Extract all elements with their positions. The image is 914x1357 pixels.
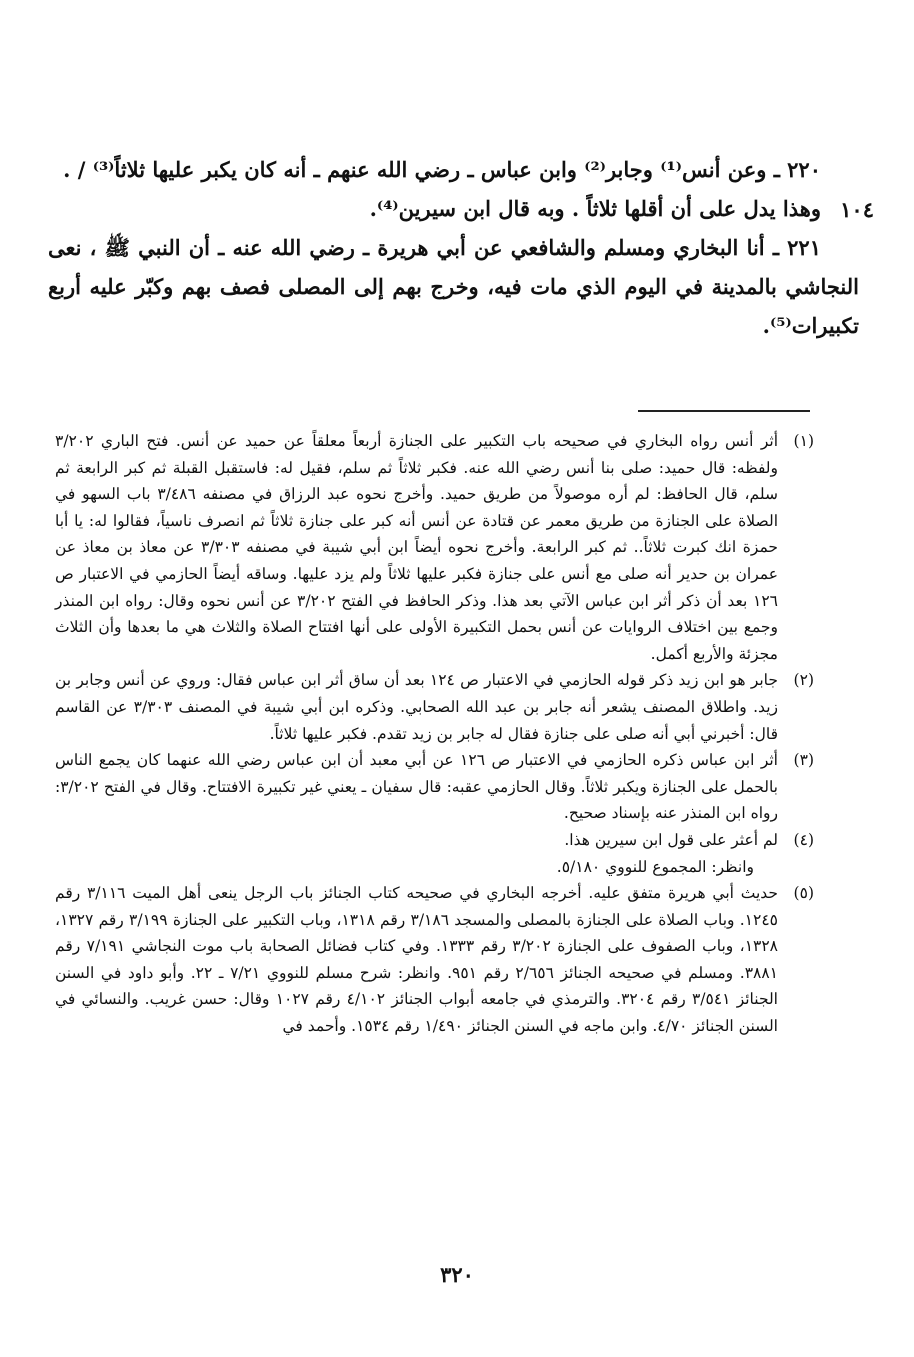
footnote-3: [55, 747, 814, 827]
footnote-5: [55, 880, 814, 1040]
footnotes: [55, 428, 814, 1040]
footnote-number: (٤): [793, 830, 814, 849]
page-number: ٣٢٠: [440, 1262, 474, 1287]
margin-folio-number: ١٠٤: [840, 197, 874, 222]
footnote-text: أثر أنس رواه البخاري في صحيحه باب التكبير على الجنازة أربعاً معلقاً عن حميد عن أنس. فتح الباري ٣/٢٠٢ ولفظه: قال حميد: صلى بنا أنس رضي الله عنه. فكبر ثلاثاً ثم سلم، فقيل له: فاستقبل القبلة ثم كبر الرابعة ثم سلم، قال الحافظ: لم أره موصولاً من طريق حميد. وأخرج نحوه عبد الرزاق في مصنفه ٣/٤٨٦ باب السهو في الصلاة على الجنازة من طريق معمر عن قتادة عن أنس أنه كبر على جنازة ثلاثاً ثم انصرف ناسياً، فقالوا له: يا أبا حمزة انك كبرت ثلاثاً.. ثم كبر الرابعة. وأخرج نحوه أيضاً ابن أبي شيبة في مصنفه ٣/٣٠٣ عن معاذ بن معاذ عن عمران بن حدير أنه صلى مع أنس على جنازة فكبر عليها ثلاثاً ولم يزد عليها. وساقه أيضاً الحازمي في الاعتبار ص ١٢٦ بعد أن ذكر أثر ابن عباس الآتي بعد هذا. وذكر الحافظ في الفتح ٣/٢٠٢ عن أنس نحوه وقال: رواه ابن المنذر وجمع بين اختلاف الروايات عن أنس بحمل التكبيرة الأولى على أنها افتتاح الصلاة والثلاث هي ما بعدها وأن الثلاث مجزئة والأربع أكمل.: [55, 432, 779, 663]
footnote-text: أثر ابن عباس ذكره الحازمي في الاعتبار ص ١٢٦ عن أبي معبد أن ابن عباس رضي الله عنهما كان يجمع الناس بالحمل على الجنازة ويكبر ثلاثاً. وقال الحازمي عقبه: قال سفيان ـ يعني غير تكبيرة الافتتاح. وقال في الفتح ٣/٢٠٢: رواه ابن المنذر عنه بإسناد صحيح.: [55, 751, 778, 823]
footnote-text: جابر هو ابن زيد ذكر قوله الحازمي في الاعتبار ص ١٢٤ بعد أن ساق أثر ابن عباس فقال: وروي عن أنس وجابر بن زيد. واطلاق المصنف يشعر أنه جابر بن عبد الله الصحابي. وذكره ابن أبي شيبة في المصنف ٣/٣٠٣ عن القاسم قال: أخبرني أبي أنه صلى على جنازة فقال له جابر بن زيد تقدم. فكبر عليها ثلاثاً.: [55, 671, 778, 743]
footnote-number: (٣): [793, 751, 814, 770]
footnote-4: [55, 827, 814, 880]
footnote-2: [55, 667, 814, 747]
footnote-1: [55, 428, 814, 667]
footnote-number: (٢): [793, 671, 814, 690]
footnote-text: لم أعثر على قول ابن سيرين هذا.: [564, 830, 778, 849]
main-text: [48, 150, 859, 345]
footnote-number: (٥): [793, 884, 814, 903]
footnote-separator: [638, 410, 810, 412]
footnote-text: حديث أبي هريرة متفق عليه. أخرجه البخاري في صحيحه كتاب الجنائز باب الرجل ينعى أهل الميت ٣/١١٦ رقم ١٢٤٥. وباب الصلاة على الجنازة بالمصلى والمسجد ٣/١٨٦ رقم ١٣١٨، وباب التكبير على الجنازة ٣/١٩٩ رقم ١٣٢٧، ١٣٢٨، وباب الصفوف على الجنازة ٣/٢٠٢ رقم ١٣٣٣. وفي كتاب فضائل الصحابة باب موت النجاشي ٧/١٩١ رقم ٣٨٨١. ومسلم في صحيحه الجنائز ٢/٦٥٦ رقم ٩٥١. وانظر: شرح مسلم للنووي ٧/٢١ ـ ٢٢. وأبو داود في السنن الجنائز ٣/٥٤١ رقم ٣٢٠٤. والترمذي في جامعه أبواب الجنائز ٤/١٠٢ رقم ١٠٢٧ وقال: حسن غريب. والنسائي في السنن الجنائز ٤/٧٠. وابن ماجه في السنن الجنائز ١/٤٩٠ رقم ١٥٣٤. وأحمد في: [55, 884, 778, 1036]
footnote-see-also: وانظر: المجموع للنووي ٥/١٨٠.: [556, 857, 754, 876]
summary-line: وهذا يدل على أن أقلها ثلاثاً . وبه قال ابن سيرين⁽⁴⁾.: [369, 196, 821, 221]
hadith-220: ٢٢٠ ـ وعن أنس⁽¹⁾ وجابر⁽²⁾ وابن عباس ـ رضي الله عنهم ـ أنه كان يكبر عليها ثلاثاً⁽³⁾ / .: [63, 157, 821, 182]
footnote-number: (١): [793, 432, 814, 450]
hadith-221: ٢٢١ ـ أنا البخاري ومسلم والشافعي عن أبي هريرة ـ رضي الله عنه ـ أن النبي ﷺ ، نعى النجاشي بالمدينة في اليوم الذي مات فيه، وخرج بهم إلى المصلى فصف بهم وكبّر عليه أربع تكبيرات⁽⁵⁾.: [48, 235, 859, 338]
